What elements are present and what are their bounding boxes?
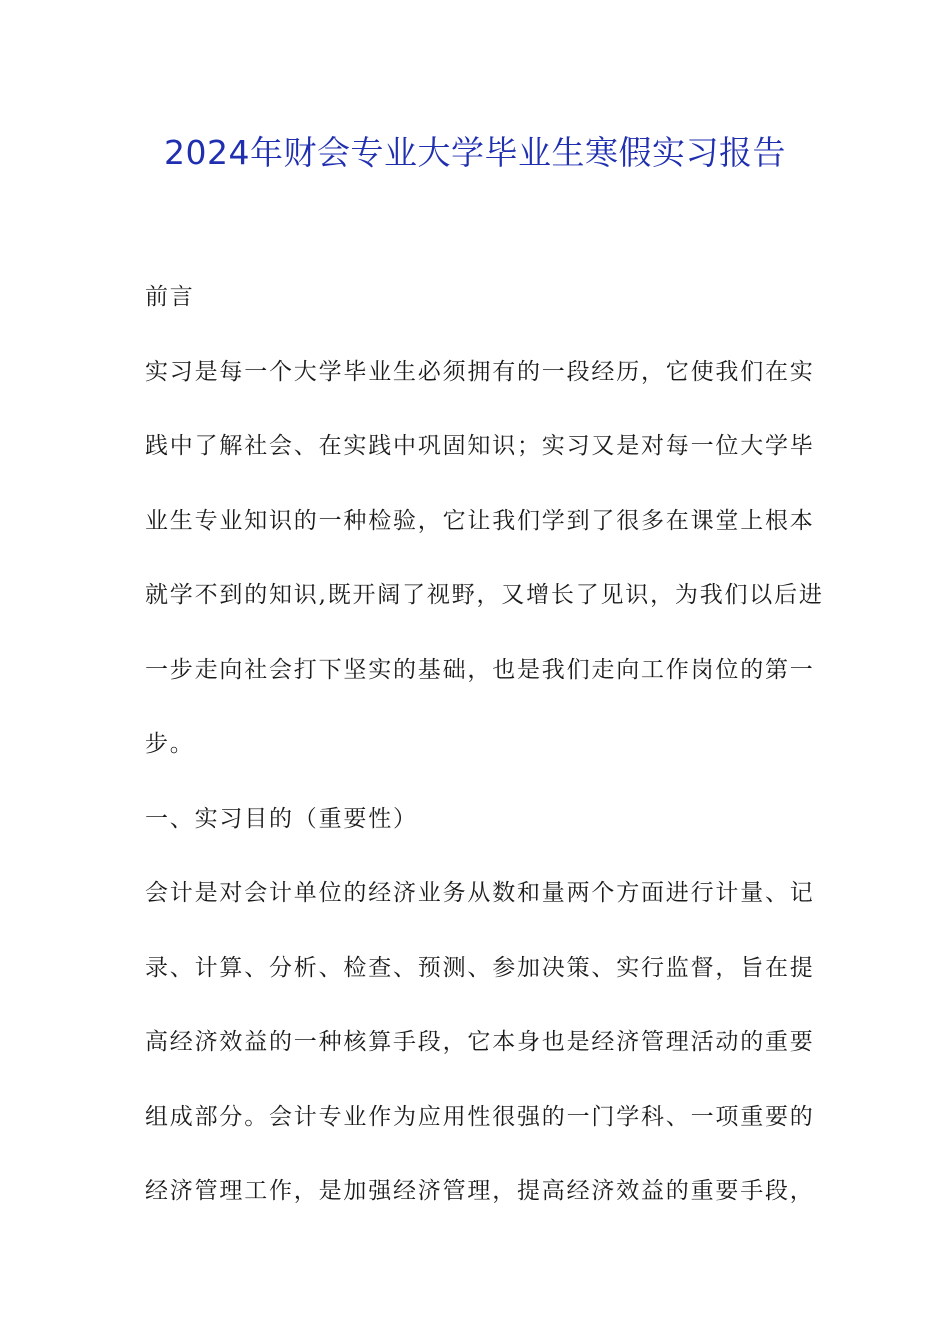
paragraph-line: 组成部分。会计专业作为应用性很强的一门学科、一项重要的 xyxy=(145,1103,815,1130)
document-body xyxy=(145,260,824,1229)
paragraph-line: 经济管理工作，是加强经济管理，提高经济效益的重要手段， xyxy=(145,1178,815,1204)
paragraph-line: 会计是对会计单位的经济业务从数和量两个方面进行计量、记 xyxy=(145,880,815,906)
paragraph-line: 高经济效益的一种核算手段，它本身也是经济管理活动的重要 xyxy=(145,1029,815,1055)
paragraph-line: 践中了解社会、在实践中巩固知识；实习又是对每一位大学毕 xyxy=(145,433,815,459)
heading-section-1: 一、实习目的（重要性） xyxy=(145,805,418,832)
paragraph-line: 录、计算、分析、检查、预测、参加决策、实行监督，旨在提 xyxy=(145,954,815,981)
paragraph-line: 就学不到的知识,既开阔了视野，又增长了见识，为我们以后进 xyxy=(145,582,824,608)
paragraph-line: 步。 xyxy=(145,731,195,757)
paragraph-line: 一步走向社会打下坚实的基础，也是我们走向工作岗位的第一 xyxy=(145,656,815,683)
paragraph-line: 实习是每一个大学毕业生必须拥有的一段经历，它使我们在实 xyxy=(145,358,815,385)
document-title: 2024年财会专业大学毕业生寒假实习报告 xyxy=(164,133,786,172)
heading-preface: 前言 xyxy=(145,284,195,310)
paragraph-line: 业生专业知识的一种检验，它让我们学到了很多在课堂上根本 xyxy=(145,507,815,534)
